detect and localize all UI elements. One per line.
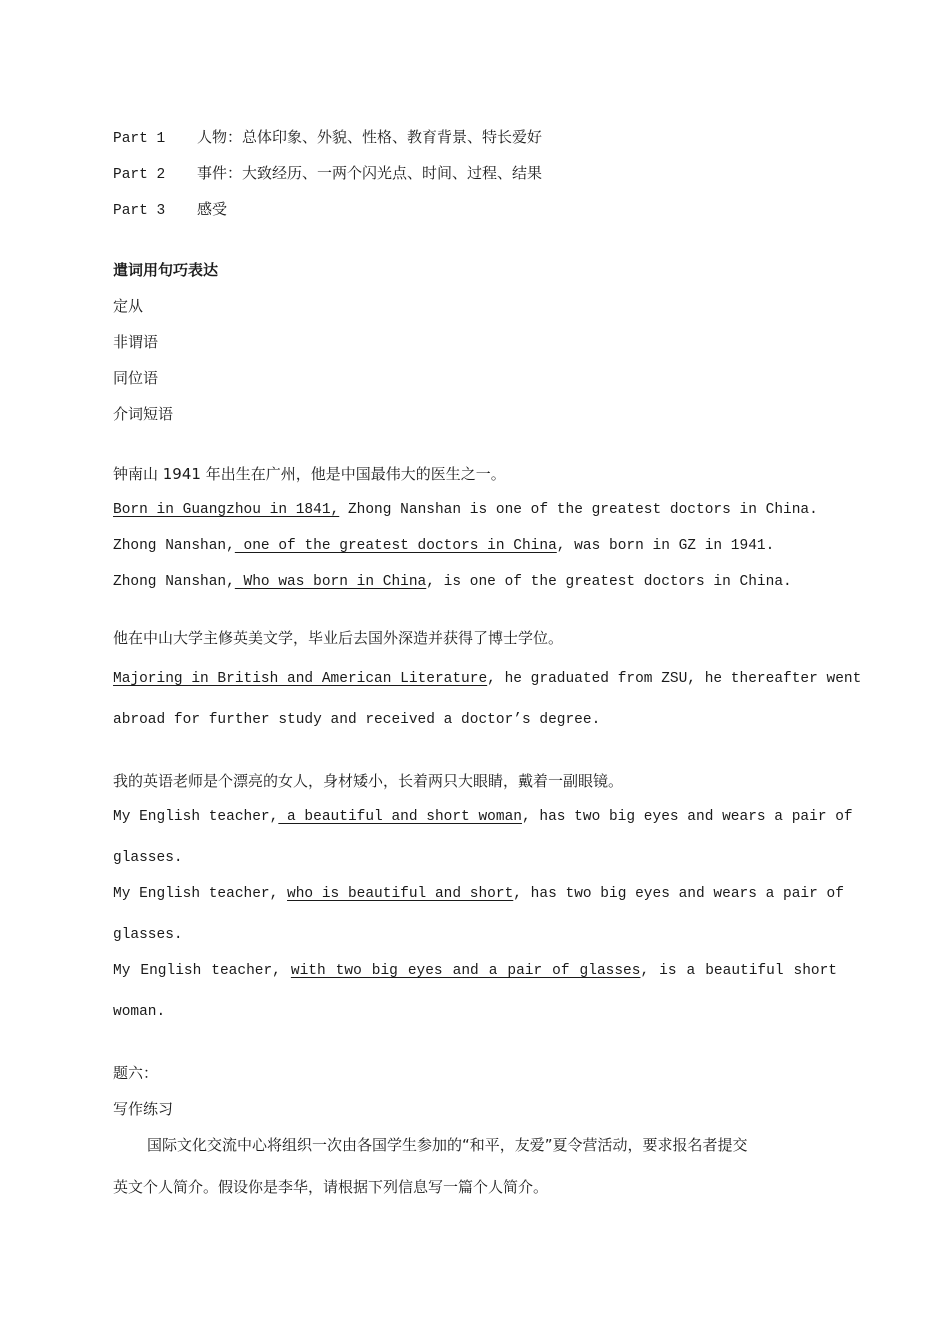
section-heading: 遣词用句巧表达 xyxy=(113,261,219,279)
outline-part-2 xyxy=(113,163,542,185)
example3-sentence-c-cont: woman. xyxy=(113,1004,166,1020)
sentence-text: , he graduated from ZSU, he thereafter went xyxy=(487,671,862,687)
sentence-text: My English teacher, xyxy=(113,809,279,825)
sentence-text: , was born in GZ in 1941. xyxy=(556,538,775,554)
outline-part-3 xyxy=(113,199,227,221)
technique-item: 定从 xyxy=(113,297,144,315)
example2-chinese: 他在中山大学主修英美文学，毕业后去国外深造并获得了博士学位。 xyxy=(113,629,564,647)
example3-sentence-c xyxy=(113,961,837,981)
sentence-text: , is a beautiful short xyxy=(640,963,838,979)
example3-sentence-a-cont: glasses. xyxy=(113,850,183,866)
technique-item: 同位语 xyxy=(113,369,159,387)
technique-item: 介词短语 xyxy=(113,405,174,423)
example1-sentence-3 xyxy=(113,572,792,592)
sentence-text: Zhong Nanshan is one of the greatest doctors in China. xyxy=(339,502,818,518)
sentence-text: , has two big eyes and wears a pair of xyxy=(513,886,844,902)
sentence-text: , is one of the greatest doctors in China. xyxy=(426,574,792,590)
example3-sentence-b xyxy=(113,884,844,904)
example2-line-2: abroad for further study and received a doctor’s degree. xyxy=(113,712,601,728)
example3-chinese: 我的英语老师是个漂亮的女人，身材矮小，长着两只大眼睛，戴着一副眼镜。 xyxy=(113,772,624,790)
example2-line-1 xyxy=(113,669,862,689)
outline-part-1 xyxy=(113,127,542,149)
sentence-text: Zhong Nanshan, xyxy=(113,538,235,554)
exercise-number: 题六： xyxy=(113,1064,159,1082)
exercise-paragraph-line-2: 英文个人简介。假设你是李华，请根据下列信息写一篇个人简介。 xyxy=(113,1178,549,1196)
example1-chinese: 钟南山 1941 年出生在广州，他是中国最伟大的医生之一。 xyxy=(113,465,506,483)
part-label: Part 2 xyxy=(113,167,166,183)
exercise-paragraph-line-1: 国际文化交流中心将组织一次由各国学生参加的“和平，友爱”夏令营活动，要求报名者提交 xyxy=(147,1136,748,1154)
exercise-title: 写作练习 xyxy=(113,1100,174,1118)
underlined-phrase: Born in Guangzhou in 1841, xyxy=(113,502,340,518)
underlined-phrase: a beautiful and short woman xyxy=(278,809,522,825)
part-label: Part 1 xyxy=(113,131,166,147)
sentence-text: Zhong Nanshan, xyxy=(113,574,235,590)
technique-item: 非谓语 xyxy=(113,333,159,351)
underlined-phrase: Who was born in China xyxy=(234,574,427,590)
sentence-text: , has two big eyes and wears a pair of xyxy=(521,809,853,825)
example3-sentence-a xyxy=(113,807,853,827)
underlined-phrase: who is beautiful and short xyxy=(287,886,514,902)
sentence-text: My English teacher, xyxy=(113,886,288,902)
part-text: 人物：总体印象、外貌、性格、教育背景、特长爱好 xyxy=(197,128,543,146)
example3-sentence-b-cont: glasses. xyxy=(113,927,183,943)
example1-sentence-2 xyxy=(113,536,774,556)
underlined-phrase: Majoring in British and American Literature xyxy=(113,671,488,687)
underlined-phrase: one of the greatest doctors in China xyxy=(234,538,557,554)
part-label: Part 3 xyxy=(113,203,166,219)
example1-sentence-1 xyxy=(113,500,818,520)
underlined-phrase: with two big eyes and a pair of glasses xyxy=(290,963,641,979)
part-text: 感受 xyxy=(197,200,228,218)
sentence-text: My English teacher, xyxy=(113,963,291,979)
part-text: 事件：大致经历、一两个闪光点、时间、过程、结果 xyxy=(197,164,543,182)
